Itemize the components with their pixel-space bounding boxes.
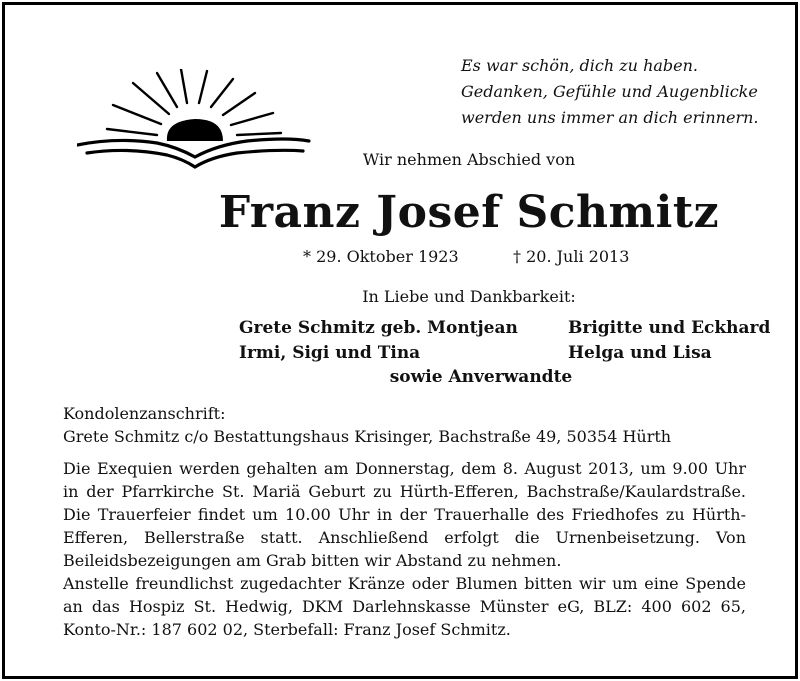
quote-line: werden uns immer an dich erinnern. — [461, 108, 759, 127]
family-member: Irmi, Sigi und Tina — [239, 343, 421, 363]
family-member: Helga und Lisa — [568, 343, 712, 363]
deceased-name: Franz Josef Schmitz — [218, 187, 720, 238]
condolence-address — [63, 402, 671, 448]
family-member: Grete Schmitz geb. Montjean — [239, 318, 518, 338]
condolence-label: Kondolenzanschrift: — [63, 404, 226, 423]
relatives-line: sowie Anverwandte — [389, 367, 573, 387]
service-details — [63, 457, 746, 641]
gratitude-line: In Liebe und Dankbarkeit: — [362, 287, 576, 306]
donation-paragraph: Anstelle freundlichst zugedachter Kränze oder Blumen bitten wir um eine Spende an das Hospiz St. Hedwig, DKM Darlehnskasse Münster eG, BLZ: 400 602 65, Konto-Nr.: 187 602 02, Sterbefall: Franz Josef Schmitz. — [63, 574, 746, 639]
birth-date: * 29. Oktober 1923 — [303, 247, 459, 266]
condolence-address-text: Grete Schmitz c/o Bestattungshaus Krisinger, Bachstraße 49, 50354 Hürth — [63, 427, 672, 446]
quote-line: Es war schön, dich zu haben. — [461, 56, 699, 75]
service-paragraph: Die Exequien werden gehalten am Donnerstag, dem 8. August 2013, um 9.00 Uhr in der Pfarrkirche St. Mariä Geburt zu Hürth-Efferen, Bachstraße/Kaulardstraße. Die Trauerfeier findet um 10.00 Uhr in der Trauerhalle des Friedhofes zu Hürth-Efferen, Bellerstraße statt. Anschließend erfolgt die Urnenbeisetzung. Von Beileidsbezeigungen am Grab bitten wir Abstand zu nehmen. — [63, 459, 746, 570]
quote — [461, 53, 758, 131]
quote-line: Gedanken, Gefühle und Augenblicke — [461, 82, 758, 101]
obituary-frame — [2, 2, 798, 679]
family-member: Brigitte und Eckhard — [568, 318, 771, 338]
intro-text: Wir nehmen Abschied von — [362, 150, 576, 169]
death-date: † 20. Juli 2013 — [513, 247, 630, 266]
